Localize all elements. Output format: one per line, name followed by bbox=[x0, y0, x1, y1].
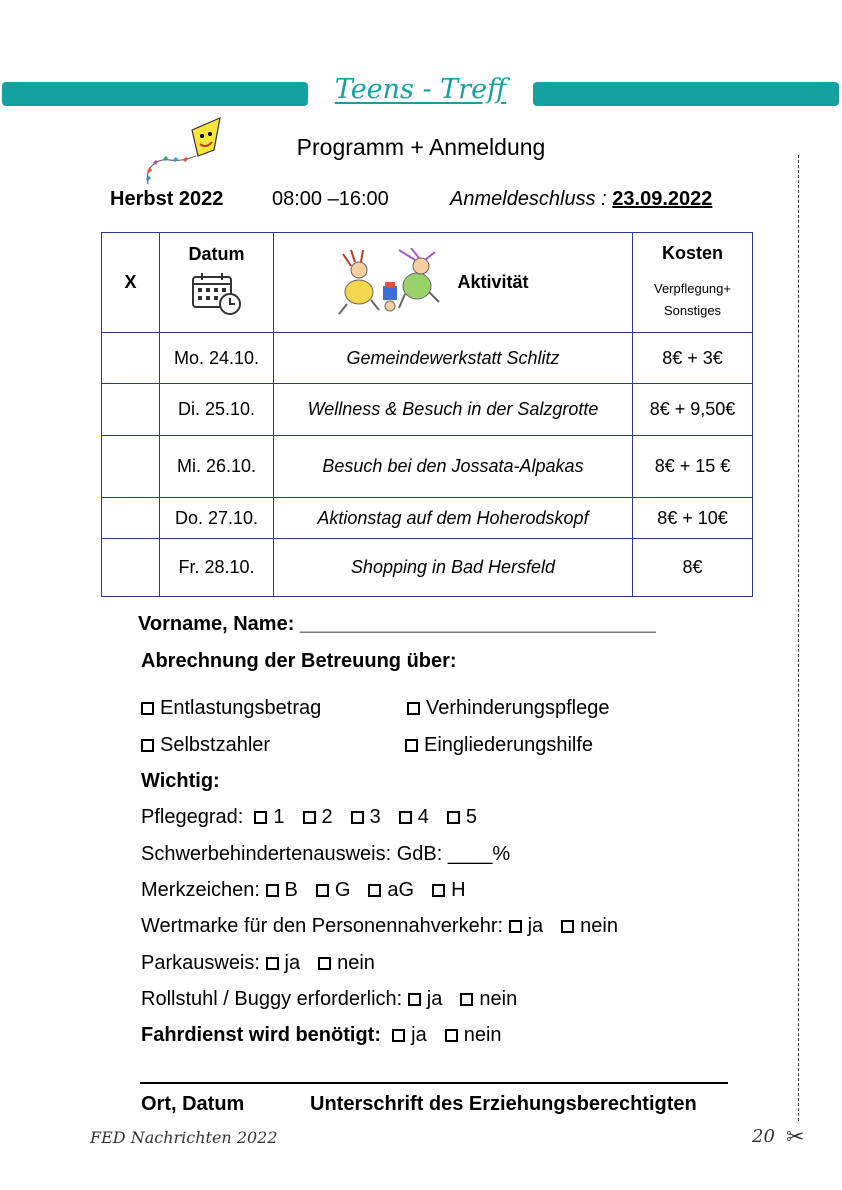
season: Herbst 2022 bbox=[110, 188, 224, 210]
row-date: Mi. 26.10. bbox=[160, 436, 274, 498]
signature-line[interactable] bbox=[140, 1082, 728, 1084]
checkbox[interactable] bbox=[432, 884, 445, 897]
checkbox[interactable] bbox=[316, 884, 329, 897]
checkbox[interactable] bbox=[399, 811, 412, 824]
checkbox[interactable] bbox=[266, 884, 279, 897]
billing-label: Abrechnung der Betreuung über: bbox=[141, 650, 457, 672]
checkbox[interactable] bbox=[141, 702, 154, 715]
deadline-label: Anmeldeschluss : bbox=[450, 188, 613, 210]
name-field[interactable] bbox=[138, 613, 656, 636]
checkbox[interactable] bbox=[303, 811, 316, 824]
row-select-cell[interactable] bbox=[102, 539, 160, 597]
checkbox[interactable] bbox=[405, 739, 418, 752]
row-cost: 8€ + 9,50€ bbox=[633, 384, 753, 436]
wertmarke-row bbox=[141, 915, 636, 938]
name-label: Vorname, Name: bbox=[138, 613, 295, 635]
checkbox[interactable] bbox=[368, 884, 381, 897]
gdb-field[interactable]: Schwerbehindertenausweis: GdB: ____% bbox=[141, 843, 511, 865]
program-table bbox=[101, 232, 753, 597]
merkzeichen-label: Merkzeichen: bbox=[141, 879, 260, 901]
table-row bbox=[102, 333, 753, 384]
wertmarke-no[interactable]: nein bbox=[561, 915, 618, 938]
row-select-cell[interactable] bbox=[102, 436, 160, 498]
fahrdienst-label: Fahrdienst wird benötigt: bbox=[141, 1024, 381, 1046]
row-cost: 8€ + 10€ bbox=[633, 498, 753, 539]
header-activity bbox=[274, 233, 633, 333]
wertmarke-yes[interactable]: ja bbox=[509, 915, 544, 938]
pflegegrad-option[interactable]: 1 bbox=[254, 806, 284, 829]
checkbox[interactable] bbox=[408, 993, 421, 1006]
parkausweis-label: Parkausweis: bbox=[141, 952, 260, 974]
table-row bbox=[102, 384, 753, 436]
row-date: Di. 25.10. bbox=[160, 384, 274, 436]
merkzeichen-option[interactable]: B bbox=[266, 879, 298, 902]
important-label: Wichtig: bbox=[141, 770, 220, 792]
checkbox[interactable] bbox=[447, 811, 460, 824]
checkbox[interactable] bbox=[318, 957, 331, 970]
parkausweis-row bbox=[141, 952, 393, 975]
fahrdienst-row bbox=[141, 1024, 520, 1047]
table-row bbox=[102, 436, 753, 498]
header-cost-sub2: Sonstiges bbox=[663, 303, 722, 318]
parkausweis-yes[interactable]: ja bbox=[266, 952, 301, 975]
table-row bbox=[102, 539, 753, 597]
row-cost: 8€ bbox=[633, 539, 753, 597]
row-activity: Wellness & Besuch in der Salzgrotte bbox=[274, 384, 633, 436]
row-select-cell[interactable] bbox=[102, 498, 160, 539]
header-x: X bbox=[102, 233, 160, 333]
merkzeichen-option[interactable]: aG bbox=[368, 879, 414, 902]
checkbox[interactable] bbox=[407, 702, 420, 715]
pflegegrad-option[interactable]: 5 bbox=[447, 806, 477, 829]
checkbox[interactable] bbox=[266, 957, 279, 970]
rollstuhl-label: Rollstuhl / Buggy erforderlich: bbox=[141, 988, 403, 1010]
cut-line bbox=[798, 155, 799, 1121]
row-date: Mo. 24.10. bbox=[160, 333, 274, 384]
checkbox[interactable] bbox=[445, 1029, 458, 1042]
row-activity: Aktionstag auf dem Hoherodskopf bbox=[274, 498, 633, 539]
signature-place-label: Ort, Datum bbox=[141, 1093, 245, 1115]
checkbox[interactable] bbox=[141, 739, 154, 752]
checkbox[interactable] bbox=[351, 811, 364, 824]
header-bar-left bbox=[2, 82, 308, 106]
row-date: Fr. 28.10. bbox=[160, 539, 274, 597]
pflegegrad-label: Pflegegrad: bbox=[141, 806, 244, 828]
checkbox[interactable] bbox=[254, 811, 267, 824]
table-header-row bbox=[102, 233, 753, 333]
pflegegrad-option[interactable]: 3 bbox=[351, 806, 381, 829]
merkzeichen-option[interactable]: H bbox=[432, 879, 465, 902]
row-activity: Besuch bei den Jossata-Alpakas bbox=[274, 436, 633, 498]
parkausweis-no[interactable]: nein bbox=[318, 952, 375, 975]
checkbox[interactable] bbox=[509, 920, 522, 933]
rollstuhl-no[interactable]: nein bbox=[460, 988, 517, 1011]
header-date bbox=[160, 233, 274, 333]
pflegegrad-option[interactable]: 4 bbox=[399, 806, 429, 829]
billing-option-entlastung[interactable]: Entlastungsbetrag bbox=[141, 697, 321, 720]
merkzeichen-option[interactable]: G bbox=[316, 879, 351, 902]
children-playing-icon bbox=[337, 248, 441, 318]
table-row bbox=[102, 498, 753, 539]
rollstuhl-row bbox=[141, 988, 535, 1011]
row-cost: 8€ + 15 € bbox=[633, 436, 753, 498]
rollstuhl-yes[interactable]: ja bbox=[408, 988, 443, 1011]
hours: 08:00 –16:00 bbox=[272, 188, 389, 210]
footer-publication: FED Nachrichten 2022 bbox=[90, 1128, 278, 1147]
page-number: 20 bbox=[752, 1126, 775, 1147]
header-activity-label: Aktivität bbox=[457, 272, 529, 292]
row-date: Do. 27.10. bbox=[160, 498, 274, 539]
scissors-icon: ✂ bbox=[786, 1124, 805, 1149]
row-select-cell[interactable] bbox=[102, 333, 160, 384]
program-subtitle: Programm + Anmeldung bbox=[296, 134, 546, 160]
signature-guardian-label: Unterschrift des Erziehungsberechtigten bbox=[310, 1093, 697, 1115]
row-activity: Shopping in Bad Hersfeld bbox=[274, 539, 633, 597]
page-title: Teens - Treff bbox=[334, 74, 507, 105]
header-cost-sub1: Verpflegung+ bbox=[654, 281, 731, 296]
checkbox[interactable] bbox=[460, 993, 473, 1006]
header-cost bbox=[633, 233, 753, 333]
wertmarke-label: Wertmarke für den Personennahverkehr: bbox=[141, 915, 504, 937]
billing-option-verhinderung[interactable]: Verhinderungspflege bbox=[407, 697, 609, 720]
row-cost: 8€ + 3€ bbox=[633, 333, 753, 384]
calendar-icon bbox=[190, 271, 244, 317]
deadline-date: 23.09.2022 bbox=[612, 188, 713, 210]
row-select-cell[interactable] bbox=[102, 384, 160, 436]
header-cost-label: Kosten bbox=[661, 243, 723, 263]
pflegegrad-row bbox=[141, 806, 495, 829]
checkbox[interactable] bbox=[392, 1029, 405, 1042]
fahrdienst-no[interactable]: nein bbox=[445, 1024, 502, 1047]
registration-deadline bbox=[450, 188, 712, 211]
billing-option-selbstzahler[interactable]: Selbstzahler bbox=[141, 734, 270, 757]
name-blank[interactable]: ________________________________ bbox=[299, 613, 656, 635]
checkbox[interactable] bbox=[561, 920, 574, 933]
merkzeichen-row bbox=[141, 879, 484, 902]
row-activity: Gemeindewerkstatt Schlitz bbox=[274, 333, 633, 384]
header-bar-right bbox=[533, 82, 839, 106]
fahrdienst-yes[interactable]: ja bbox=[392, 1024, 427, 1047]
pflegegrad-option[interactable]: 2 bbox=[303, 806, 333, 829]
billing-option-eingliederung[interactable]: Eingliederungshilfe bbox=[405, 734, 593, 757]
header-date-label: Datum bbox=[188, 243, 245, 264]
